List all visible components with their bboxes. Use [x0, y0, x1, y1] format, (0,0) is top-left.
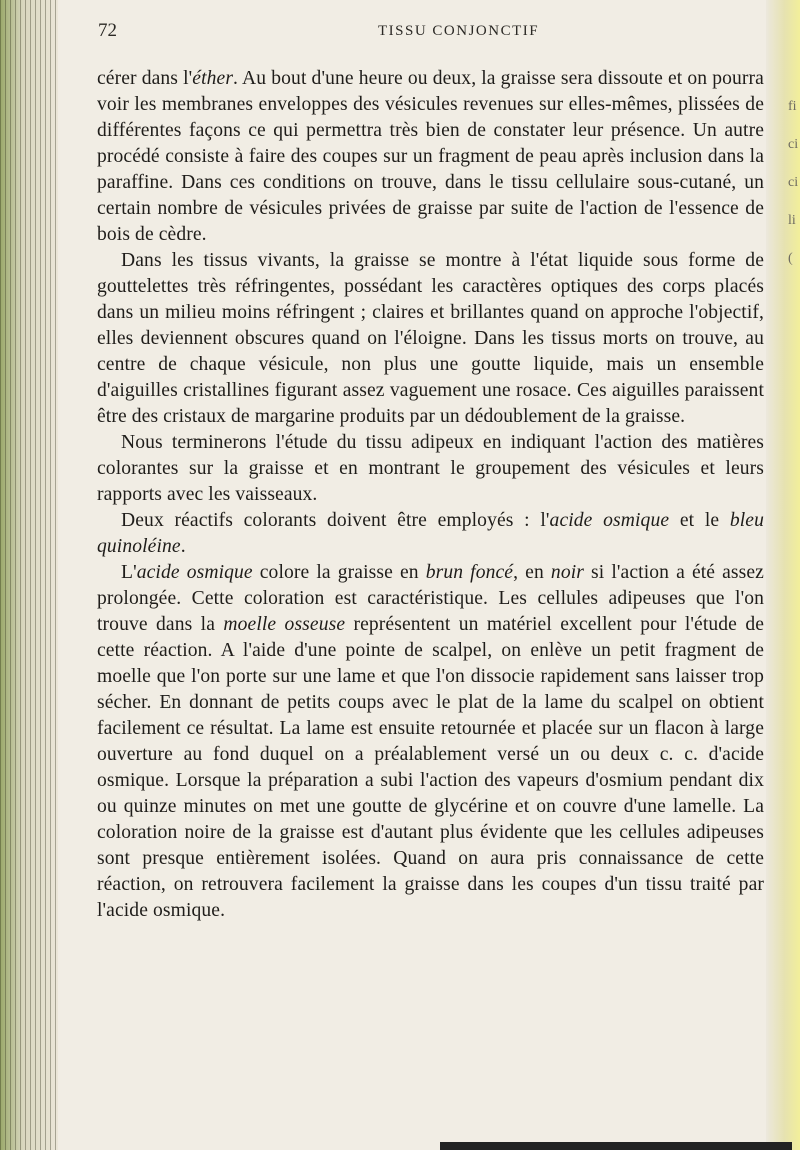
italic-term: acide osmique [136, 562, 253, 583]
italic-term: acide osmique [549, 510, 670, 531]
page-header [98, 20, 678, 48]
text-run: Nous terminerons l'étude du tissu adipeux en indiquant l'action des matières colorantes sur la graisse et en montrant le groupement des vésicules et leurs rapports avec les vaisseaux. [97, 432, 764, 505]
text-run: . [180, 536, 186, 557]
text-run: . Au bout d'une heure ou deux, la graisse sera dissoute et on pourra voir les membranes enveloppes des vésicules revenues sur elles-mêmes, plissées de différentes façons ce qui permettra très bien de constater leur présence. Un autre procédé consiste à faire des coupes sur un fragment de peau après inclusion dans la paraffine. Dans ces conditions on trouve, dans le tissu cellulaire sous-cutané, un certain nombre de vésicules privées de graisse par suite de l'action de l'essence de bois de cèdre. [97, 68, 764, 245]
paragraph-p1 [97, 66, 764, 248]
left-page-edge [0, 0, 58, 1150]
text-run: si l'action a été assez prolongée. Cette coloration est caractéristique. Les cellules adipeuses que l'on trouve dans la [97, 562, 764, 635]
text-run: Dans les tissus vivants, la graisse se montre à l'état liquide sous forme de gouttelettes très réfringentes, possédant les caractères optiques des corps placés dans un milieu moins réfringent ; claires et brillantes quand on approche l'objectif, elles deviennent obscures quand on l'éloigne. Dans les tissus morts on trouve, au centre de chaque vésicule, non plus une goutte liquide, mais un ensemble d'aiguilles cristallines figurant assez vaguement une rosace. Ces aiguilles paraissent être des cristaux de margarine produits par un dédoublement de la graisse. [97, 250, 764, 427]
italic-term: bleu quinoléine [97, 510, 764, 557]
paragraph-p4 [97, 508, 764, 560]
body-text [97, 66, 764, 924]
running-title: TISSU CONJONCTIF [378, 23, 540, 39]
paragraph-p2 [97, 248, 764, 430]
italic-term: noir [550, 562, 584, 583]
italic-term: brun foncé [425, 562, 514, 583]
scan-bottom-edge [440, 1142, 792, 1150]
italic-term: moelle osseuse [223, 614, 346, 635]
text-run: et le [669, 510, 730, 531]
facing-page-fragments: fi ci ci li ( [788, 99, 799, 266]
page-number: 72 [98, 20, 117, 41]
paragraph-p5 [97, 560, 764, 924]
italic-term: éther [192, 68, 234, 89]
text-run: L' [121, 562, 137, 583]
text-run: représentent un matériel excellent pour l'étude de cette réaction. A l'aide d'une pointe de scalpel, on enlève un petit fragment de moelle que l'on porte sur une lame et que l'on dissocie rapidement sans laisser trop sécher. En donnant de petits coups avec le plat de la lame du scalpel on obtient facilement ce résultat. La lame est ensuite retournée et placée sur un flacon à large ouverture au fond duquel on a préalablement versé un ou deux c. c. d'acide osmique. Lorsque la préparation a subi l'action des vapeurs d'osmium pendant dix ou quinze minutes on met une goutte de glycérine et on couvre d'une lamelle. La coloration noire de la graisse est d'autant plus évidente que les cellules adipeuses sont presque entièrement isolées. Quand on aura pris connaissance de cette réaction, on retrouvera facilement la graisse dans les coupes d'un tissu traité par l'acide osmique. [97, 614, 765, 921]
text-run: colore la graisse en [252, 562, 426, 583]
paragraph-p3 [97, 430, 764, 508]
text-run: cérer dans l' [97, 68, 193, 89]
right-page-edge [766, 0, 800, 1150]
text-run: Deux réactifs colorants doivent être employés : l' [121, 510, 550, 531]
text-run: , en [513, 562, 551, 583]
